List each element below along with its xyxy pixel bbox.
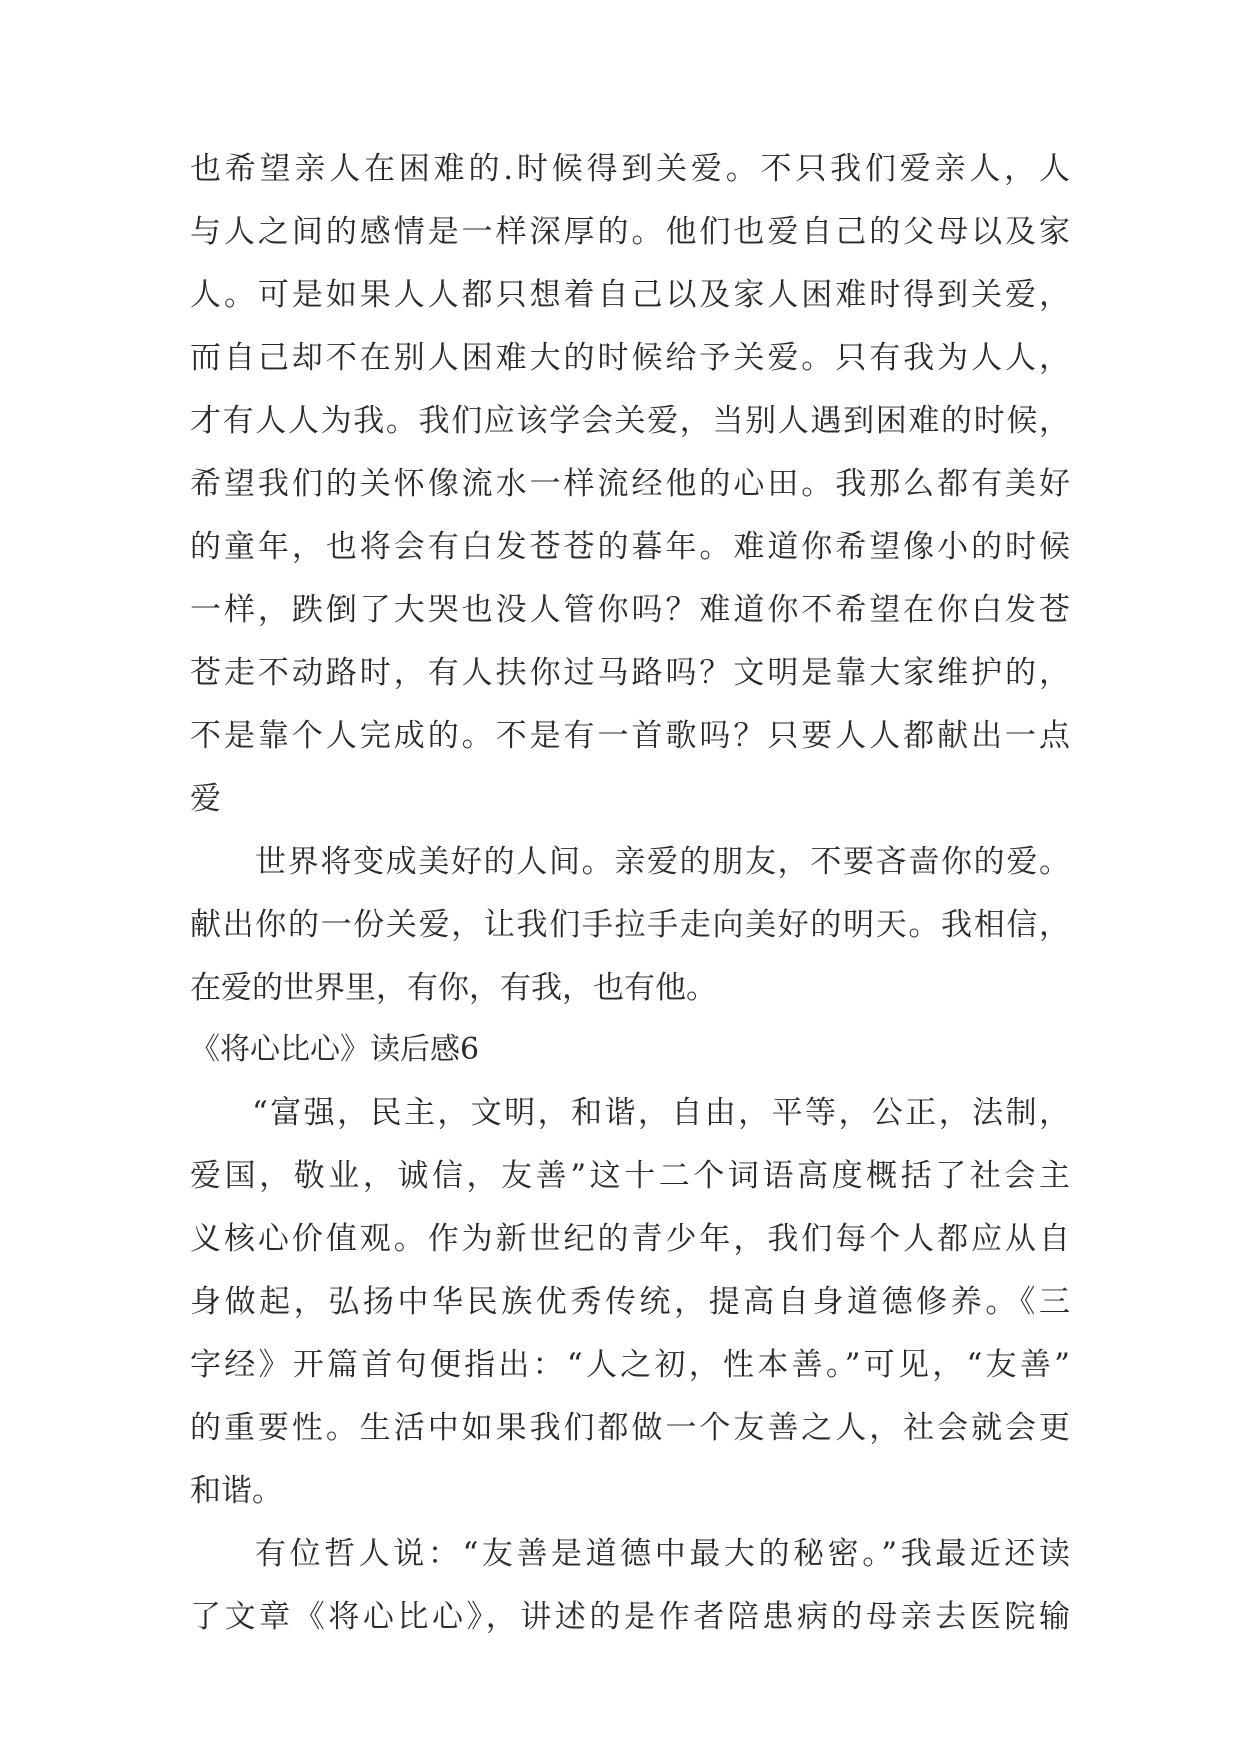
text-line: 与人之间的感情是一样深厚的。他们也爱自己的父母以及家	[190, 214, 1070, 250]
text-line: 和谐。	[190, 1473, 283, 1509]
text-line: 也希望亲人在困难的.时候得到关爱。不只我们爱亲人，人	[190, 151, 1070, 187]
text-line: 的童年，也将会有白发苍苍的暮年。难道你希望像小的时候	[190, 529, 1070, 565]
text-line: 爱	[190, 781, 221, 817]
text-line: 才有人人为我。我们应该学会关爱，当别人遇到困难的时候，	[190, 403, 1070, 439]
text-line: 的重要性。生活中如果我们都做一个友善之人，社会就会更	[190, 1410, 1070, 1446]
text-line: 而自己却不在别人困难大的时候给予关爱。只有我为人人，	[190, 340, 1070, 376]
text-line: 不是靠个人完成的。不是有一首歌吗？只要人人都献出一点	[190, 718, 1070, 754]
text-line: 义核心价值观。作为新世纪的青少年，我们每个人都应从自	[190, 1221, 1070, 1257]
text-line: 献出你的一份关爱，让我们手拉手走向美好的明天。我相信，	[190, 907, 1070, 943]
text-line: 希望我们的关怀像流水一样流经他的心田。我那么都有美好	[190, 466, 1070, 502]
text-line: 苍走不动路时，有人扶你过马路吗？文明是靠大家维护的，	[190, 655, 1070, 691]
text-line: 世界将变成美好的人间。亲爱的朋友，不要吝啬你的爱。	[255, 844, 1070, 880]
text-line: 爱国，敬业，诚信，友善”这十二个词语高度概括了社会主	[190, 1158, 1070, 1194]
text-line: 身做起，弘扬中华民族优秀传统，提高自身道德修养。《三	[190, 1284, 1070, 1320]
text-line: 人。可是如果人人都只想着自己以及家人困难时得到关爱，	[190, 277, 1070, 313]
text-line: “富强，民主，文明，和谐，自由，平等，公正，法制，	[252, 1095, 1070, 1131]
section-heading: 《将心比心》读后感6	[190, 1032, 480, 1067]
text-line: 了文章《将心比心》，讲述的是作者陪患病的母亲去医院输	[190, 1599, 1070, 1635]
text-line: 在爱的世界里，有你，有我，也有他。	[190, 970, 717, 1006]
text-line: 有位哲人说：“友善是道德中最大的秘密。”我最近还读	[255, 1536, 1070, 1572]
text-line: 一样，跌倒了大哭也没人管你吗？难道你不希望在你白发苍	[190, 592, 1070, 628]
text-line: 字经》开篇首句便指出：“人之初，性本善。”可见，“友善”	[190, 1347, 1070, 1383]
